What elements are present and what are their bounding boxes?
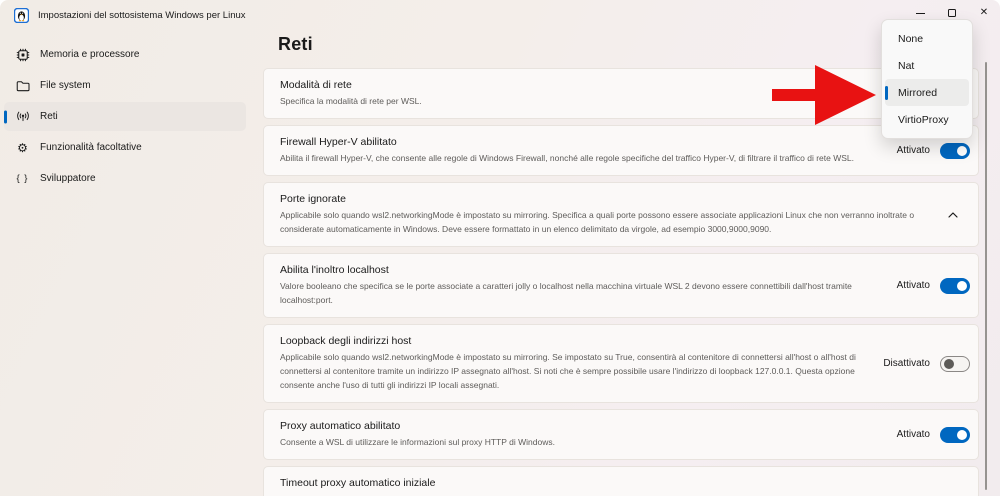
dropdown-option-nat[interactable]	[885, 52, 969, 79]
minimize-icon	[916, 13, 925, 14]
toggle-knob	[957, 430, 967, 440]
setting-card-ignored-ports[interactable]	[263, 182, 979, 247]
host-address-loopback-toggle[interactable]	[940, 356, 970, 372]
setting-card-auto-proxy-timeout	[263, 466, 979, 496]
vertical-scrollbar[interactable]	[985, 62, 987, 490]
toggle-group	[897, 427, 970, 443]
setting-description: Valore booleano che specifica se le porte associate a caratteri jolly o localhost nella macchina virtuale WSL 2 devono essere connettibili dall'host tramite localhost:port.	[280, 281, 852, 305]
setting-card-host-address-loopback	[263, 324, 979, 403]
setting-title: Timeout proxy automatico iniziale	[280, 477, 436, 489]
toggle-group	[897, 143, 970, 159]
red-annotation-arrow	[770, 58, 880, 130]
toggle-knob	[944, 359, 954, 369]
sidebar	[0, 40, 250, 195]
dropdown-option-label: VirtioProxy	[898, 113, 949, 126]
cpu-icon	[14, 46, 31, 63]
setting-card-hyperv-firewall	[263, 125, 979, 176]
sidebar-item-file-system[interactable]	[4, 71, 246, 100]
dropdown-option-label: Nat	[898, 59, 915, 72]
toggle-state-label: Disattivato	[883, 358, 930, 369]
penguin-app-icon	[14, 8, 29, 23]
setting-description: Abilita il firewall Hyper-V, che consente alle regole di Windows Firewall, nonché alle regole specifiche del traffico Hyper-V, di filtrare il traffico di rete WSL.	[280, 153, 855, 163]
toggle-state-label: Attivato	[896, 145, 930, 156]
sidebar-item-label: Funzionalità facoltative	[40, 142, 142, 153]
close-icon: ✕	[979, 7, 989, 18]
braces-icon: { }	[16, 173, 29, 184]
setting-title: Porte ignorate	[280, 193, 346, 205]
toggle-group	[897, 278, 970, 294]
sidebar-item-memoria-e-processore[interactable]	[4, 40, 246, 69]
setting-description: Consente a WSL di utilizzare le informazioni sul proxy HTTP di Windows.	[280, 437, 555, 447]
localhost-forwarding-toggle[interactable]	[940, 278, 970, 294]
dropdown-option-mirrored[interactable]	[885, 79, 969, 106]
setting-description: Applicabile solo quando wsl2.networkingMode è impostato su mirroring. Specifica a quali porte possono essere associate applicazioni Linux che non verranno inoltrate o considerate automaticamente in Windows. Deve essere formattato in un elenco delimitato da virgole, ad esempio 3000,9000,9090.	[280, 210, 915, 234]
folder-icon	[14, 77, 31, 94]
sidebar-item-label: Memoria e processore	[40, 49, 140, 60]
sidebar-item-label: Sviluppatore	[40, 173, 96, 184]
collapse-expander-button[interactable]	[942, 204, 964, 226]
setting-description: Specifica la modalità di rete per WSL.	[280, 96, 422, 106]
selected-indicator	[4, 110, 7, 123]
setting-card-localhost-forwarding	[263, 253, 979, 318]
settings-list	[263, 68, 979, 496]
network-signal-icon	[14, 108, 31, 125]
dropdown-option-label: None	[898, 32, 924, 45]
sidebar-item-funzionalita-facoltative[interactable]	[4, 133, 246, 162]
setting-title: Abilita l'inoltro localhost	[280, 264, 389, 276]
sidebar-item-reti[interactable]	[4, 102, 246, 131]
window-title: Impostazioni del sottosistema Windows per Linux	[38, 9, 246, 21]
chevron-up-icon	[948, 212, 958, 218]
setting-title: Proxy automatico abilitato	[280, 420, 401, 432]
toggle-knob	[957, 281, 967, 291]
toggle-group	[883, 356, 970, 372]
setting-title: Loopback degli indirizzi host	[280, 335, 412, 347]
setting-card-auto-proxy	[263, 409, 979, 460]
toggle-knob	[957, 146, 967, 156]
dropdown-option-none[interactable]	[885, 25, 969, 52]
toggle-state-label: Attivato	[896, 429, 930, 440]
sidebar-item-label: File system	[40, 80, 91, 91]
setting-title: Modalità di rete	[280, 79, 352, 91]
dropdown-option-virtioproxy[interactable]	[885, 106, 969, 133]
sidebar-item-sviluppatore[interactable]	[4, 164, 246, 193]
selected-indicator	[885, 86, 888, 100]
setting-description: Applicabile solo quando wsl2.networkingMode è impostato su mirroring. Se impostato su True, consentirà al contenitore di connettersi all'host o all'host di connettersi al contenitore tramite un indirizzo IP assegnato all'host. Si noti che è sempre possibile usare l'indirizzo di loopback 127.0.0.1. Questa opzione consente anche l'uso di tutti gli indirizzi IP locali assegnati.	[280, 352, 856, 390]
close-button[interactable]	[968, 0, 1000, 26]
hyperv-firewall-toggle[interactable]	[940, 143, 970, 159]
page-title: Reti	[278, 34, 313, 54]
titlebar	[0, 0, 1000, 30]
network-mode-dropdown	[881, 19, 973, 139]
auto-proxy-toggle[interactable]	[940, 427, 970, 443]
toggle-state-label: Attivato	[896, 280, 930, 291]
sidebar-item-label: Reti	[40, 111, 58, 122]
gear-icon: ⚙	[17, 140, 28, 155]
dropdown-option-label: Mirrored	[898, 86, 938, 99]
maximize-icon	[948, 9, 956, 17]
setting-title: Firewall Hyper-V abilitato	[280, 136, 397, 148]
